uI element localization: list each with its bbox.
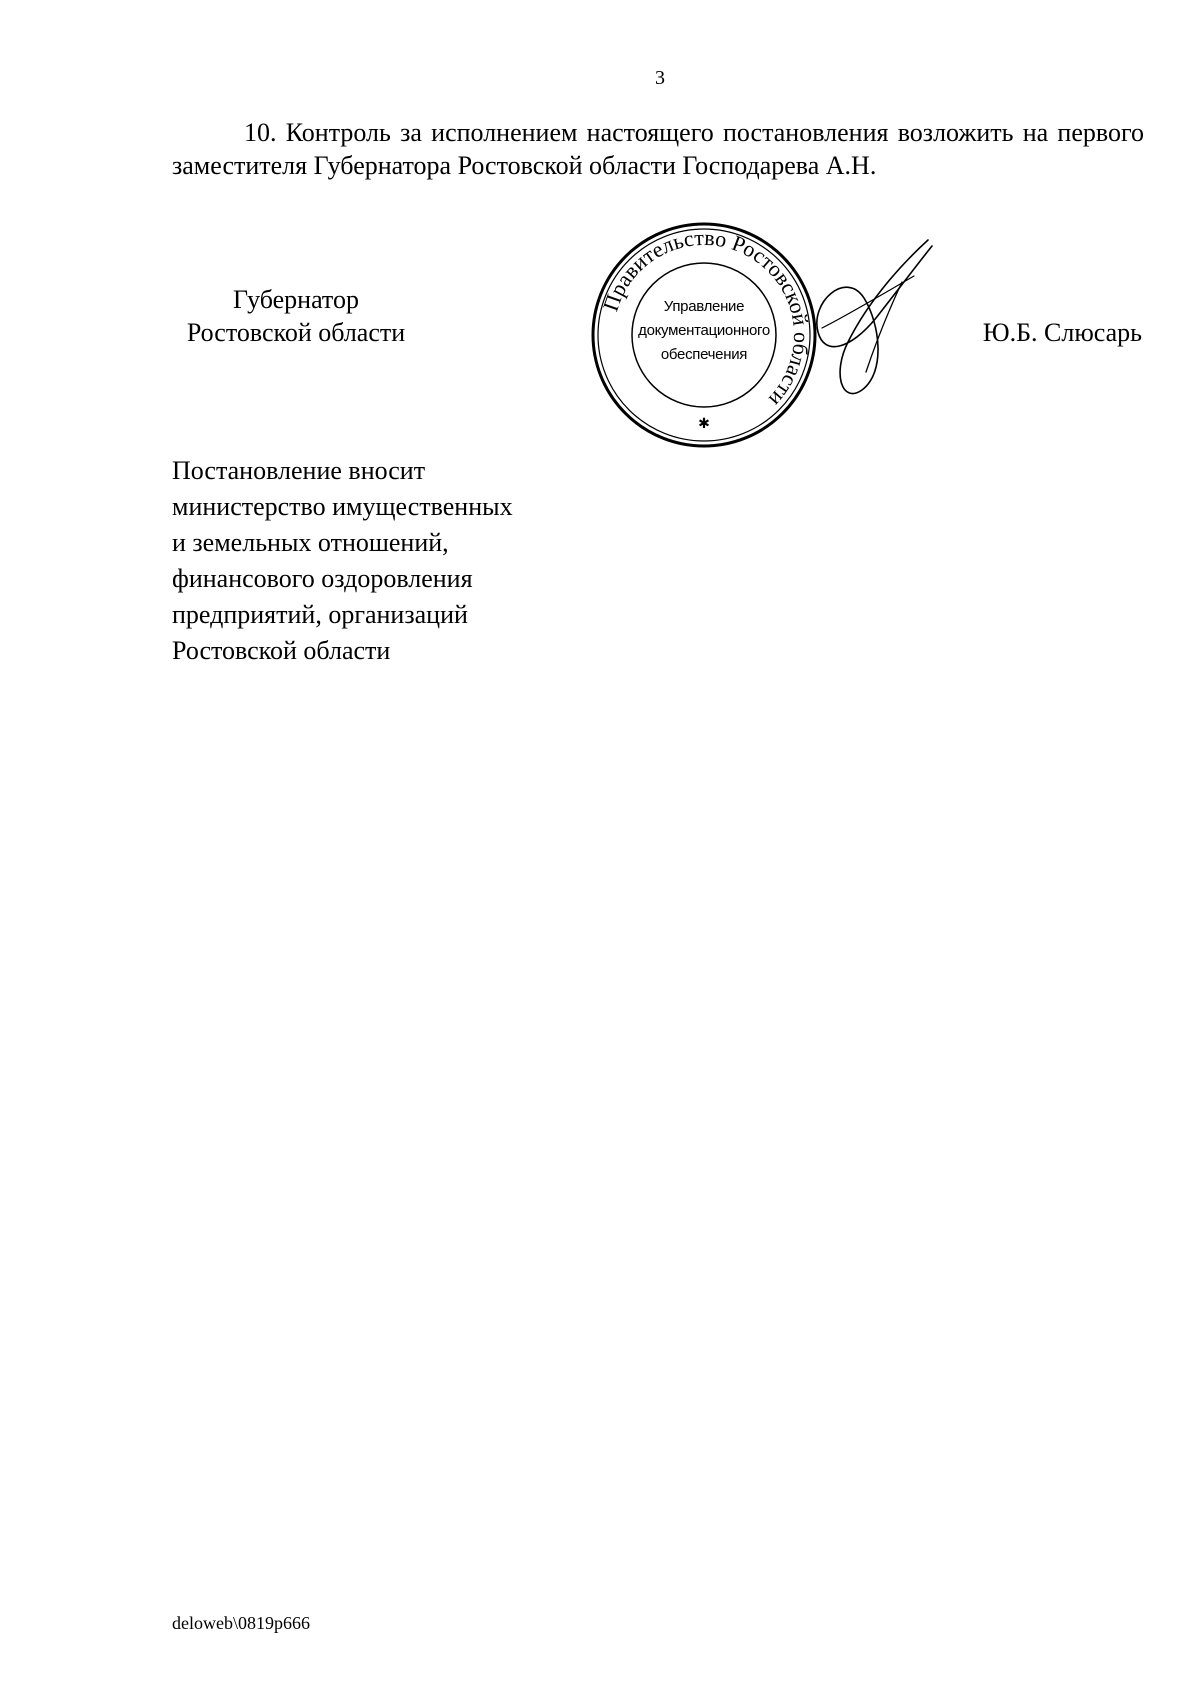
signer-name: Ю.Б. Слюсарь <box>982 318 1142 347</box>
page-number: 3 <box>655 67 665 89</box>
paragraph-10: 10. Контроль за исполнением настоящего постановления возложить на первого заместителя Губернатора Ростовской области Господарева А.Н. <box>172 118 1144 180</box>
submitter-block <box>172 453 592 669</box>
seal-inner-line-2: документационного <box>638 322 770 339</box>
document-code: deloweb\0819p666 <box>172 1613 310 1633</box>
signature-graphic <box>806 232 942 412</box>
submitter-line-3: и земельных отношений, <box>172 528 449 557</box>
handwritten-signature <box>806 232 942 412</box>
submitter-line-4: финансового оздоровления <box>172 564 473 593</box>
signer-position-line-2: Ростовской области <box>186 318 406 347</box>
seal-inner-line-1: Управление <box>663 298 745 315</box>
signer-position-line-1: Губернатор <box>233 285 359 314</box>
submitter-line-6: Ростовской области <box>172 636 391 665</box>
submitter-line-5: предприятий, организаций <box>172 600 468 629</box>
seal-outer-text: Правительство Ростовской области <box>597 224 815 412</box>
signer-position <box>172 283 420 349</box>
seal-inner-line-3: обеспечения <box>660 346 748 363</box>
seal-inner-text <box>591 295 817 367</box>
submitter-line-1: Постановление вносит <box>172 456 426 485</box>
seal-star-icon: ✱ <box>698 416 710 432</box>
official-seal <box>591 222 817 448</box>
submitter-line-2: министерство имущественных <box>172 492 513 521</box>
